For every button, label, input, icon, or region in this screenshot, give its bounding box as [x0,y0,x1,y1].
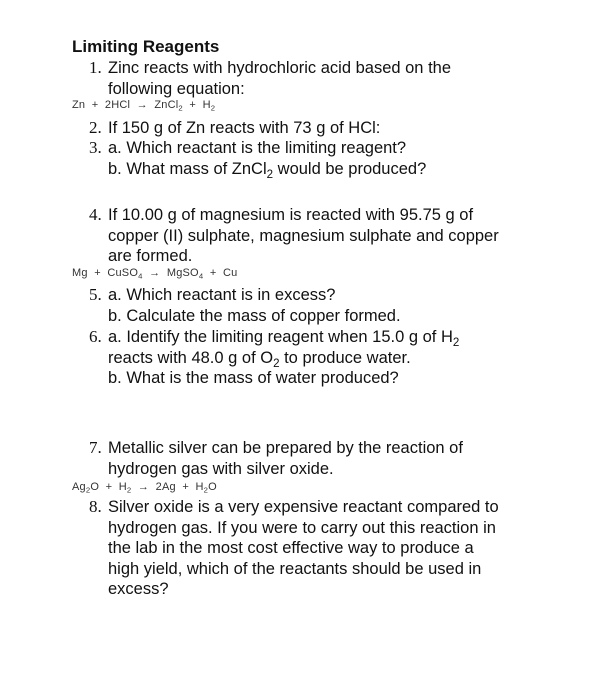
question-text: Metallic silver can be prepared by the reaction of [108,439,463,457]
page-title: Limiting Reagents [72,37,220,56]
question-text: are formed. [108,247,193,266]
question-text: a. Identify the limiting reagent when 15.0 g of $H_2$ [108,328,460,350]
question-number: 6. [89,327,102,346]
question-number: 7. [89,438,102,457]
question-text: following equation: [108,79,245,98]
question-text: Zinc reacts with hydrochloric acid based on the [108,59,452,77]
question-6 [72,327,562,389]
question-text: a. Which reactant is the limiting reagent? [108,139,407,157]
question-3 [72,138,562,179]
question-text: Silver oxide is a very expensive reactant compared to [108,498,499,516]
equation-silver: $Ag_2O + H_2 \to 2Ag + H_2O$ [72,481,217,495]
question-number: 3. [89,138,102,157]
question-text: a. Which reactant is in excess? [108,286,336,304]
question-1 [72,58,562,99]
question-number: 1. [89,58,102,77]
question-text: b. What mass of ZnCl$_2$ would be produced? [108,159,427,181]
question-text: b. What is the mass of water produced? [108,369,399,388]
question-number: 2. [89,118,102,137]
question-8 [72,497,562,600]
question-text: hydrogen gas. If you were to carry out this reaction in [108,518,496,537]
question-text: If 10.00 g of magnesium is reacted with 95.75 g of [108,206,474,224]
question-number: 5. [89,285,102,304]
question-text: copper (II) sulphate, magnesium sulphate and copper [108,226,499,245]
question-4 [72,205,562,267]
question-text: high yield, which of the reactants should be used in [108,559,482,578]
question-text: If 150 g of Zn reacts with 73 g of HCl: [108,119,381,137]
question-text: the lab in the most cost effective way to produce a [108,539,474,558]
question-7 [72,438,562,479]
question-text: reacts with 48.0 g of $O_2$ to produce water. [108,348,411,370]
question-number: 4. [89,205,102,224]
question-text: b. Calculate the mass of copper formed. [108,306,401,325]
question-5 [72,285,562,326]
question-text: hydrogen gas with silver oxide. [108,459,334,478]
question-2 [72,118,562,139]
question-number: 8. [89,497,102,516]
equation-magnesium: Mg + CuSO$_4$ → MgSO$_4$ + Cu [72,267,238,281]
equation-zinc: Zn + 2HCl → ZnCl$_2$ + $H_2$ [72,99,216,113]
question-text: excess? [108,580,169,599]
